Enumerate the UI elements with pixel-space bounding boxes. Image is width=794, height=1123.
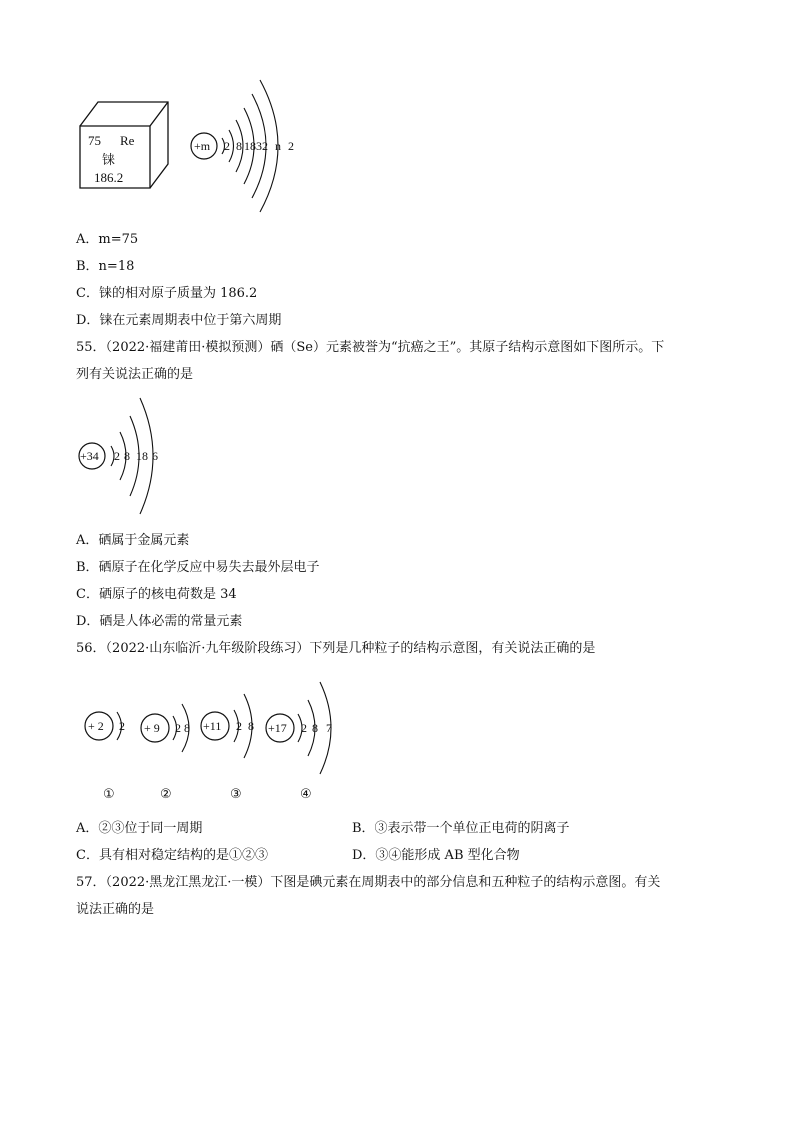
re-shell-1: 2 [224, 139, 230, 153]
q56-option-c: C．具有相对稳定结构的是①②③ [76, 848, 268, 863]
particle3-shell-1: 2 [236, 719, 242, 733]
q54-option-b: B．n=18 [76, 259, 135, 274]
re-shell-3: 18 [244, 139, 256, 153]
q56-stem: 56．（2022·山东临沂·九年级阶段练习）下列是几种粒子的结构示意图，有关说法正确的是 [76, 641, 596, 656]
particle1-shell-1: 2 [119, 719, 125, 733]
particle2-nucleus-charge: + 9 [144, 721, 160, 735]
particle4-shell-3: 7 [326, 721, 332, 735]
particle2-shell-1: 2 [175, 721, 181, 735]
re-shell-6: 2 [288, 139, 294, 153]
q55-option-b: B．硒原子在化学反应中易失去最外层电子 [76, 560, 320, 575]
se-shell-1: 2 [114, 449, 120, 463]
particle3-label: ③ [230, 787, 242, 802]
q55-option-d: D．硒是人体必需的常量元素 [76, 614, 243, 629]
q55-option-c: C．硒原子的核电荷数是 34 [76, 587, 237, 602]
q55-option-a: A．硒属于金属元素 [76, 533, 190, 548]
element-card-name: 铼 [102, 153, 116, 168]
se-shell-4: 6 [152, 449, 158, 463]
q56-option-b: B．③表示带一个单位正电荷的阴离子 [352, 821, 570, 836]
re-shell-5: n [275, 139, 281, 153]
q54-option-d: D．铼在元素周期表中位于第六周期 [76, 313, 282, 328]
element-card-mass: 186.2 [94, 170, 124, 185]
rhenium-figure [70, 70, 310, 220]
particle4-label: ④ [300, 787, 312, 802]
se-shell-3: 18 [136, 449, 148, 463]
re-shell-4: 32 [256, 139, 268, 153]
element-card-symbol: Re [120, 133, 135, 148]
particle3-nucleus-charge: +11 [203, 719, 222, 733]
re-shell-2: 8 [236, 139, 242, 153]
particle4-shell-2: 8 [312, 721, 318, 735]
q55-stem-line1: 55．（2022·福建莆田·模拟预测）硒（Se）元素被誉为“抗癌之王”。其原子结构示意图如下图所示。下 [76, 340, 665, 355]
element-card-number: 75 [88, 133, 101, 148]
particle2-shell-2: 8 [184, 721, 190, 735]
particle1-label: ① [103, 787, 115, 802]
particle1-nucleus-charge: + 2 [88, 719, 104, 733]
q56-option-a: A．②③位于同一周期 [76, 821, 203, 836]
particle4-shell-1: 2 [301, 721, 307, 735]
q54-option-c: C．铼的相对原子质量为 186.2 [76, 286, 258, 301]
particle3-shell-2: 8 [248, 719, 254, 733]
q57-stem-line2: 说法正确的是 [76, 902, 155, 917]
particle4-nucleus-charge: +17 [268, 721, 287, 735]
q56-option-d: D．③④能形成 AB 型化合物 [352, 848, 520, 863]
se-shell-2: 8 [124, 449, 130, 463]
se-nucleus-charge: +34 [80, 449, 99, 463]
selenium-figure [70, 392, 190, 522]
q55-stem-line2: 列有关说法正确的是 [76, 367, 194, 382]
particle2-label: ② [160, 787, 172, 802]
particles-figure [76, 676, 366, 806]
re-nucleus-charge: +m [194, 139, 211, 153]
q54-option-a: A．m=75 [76, 232, 139, 247]
q57-stem-line1: 57．（2022·黑龙江黑龙江·一模）下图是碘元素在周期表中的部分信息和五种粒子的结构示意图。有关 [76, 875, 661, 890]
